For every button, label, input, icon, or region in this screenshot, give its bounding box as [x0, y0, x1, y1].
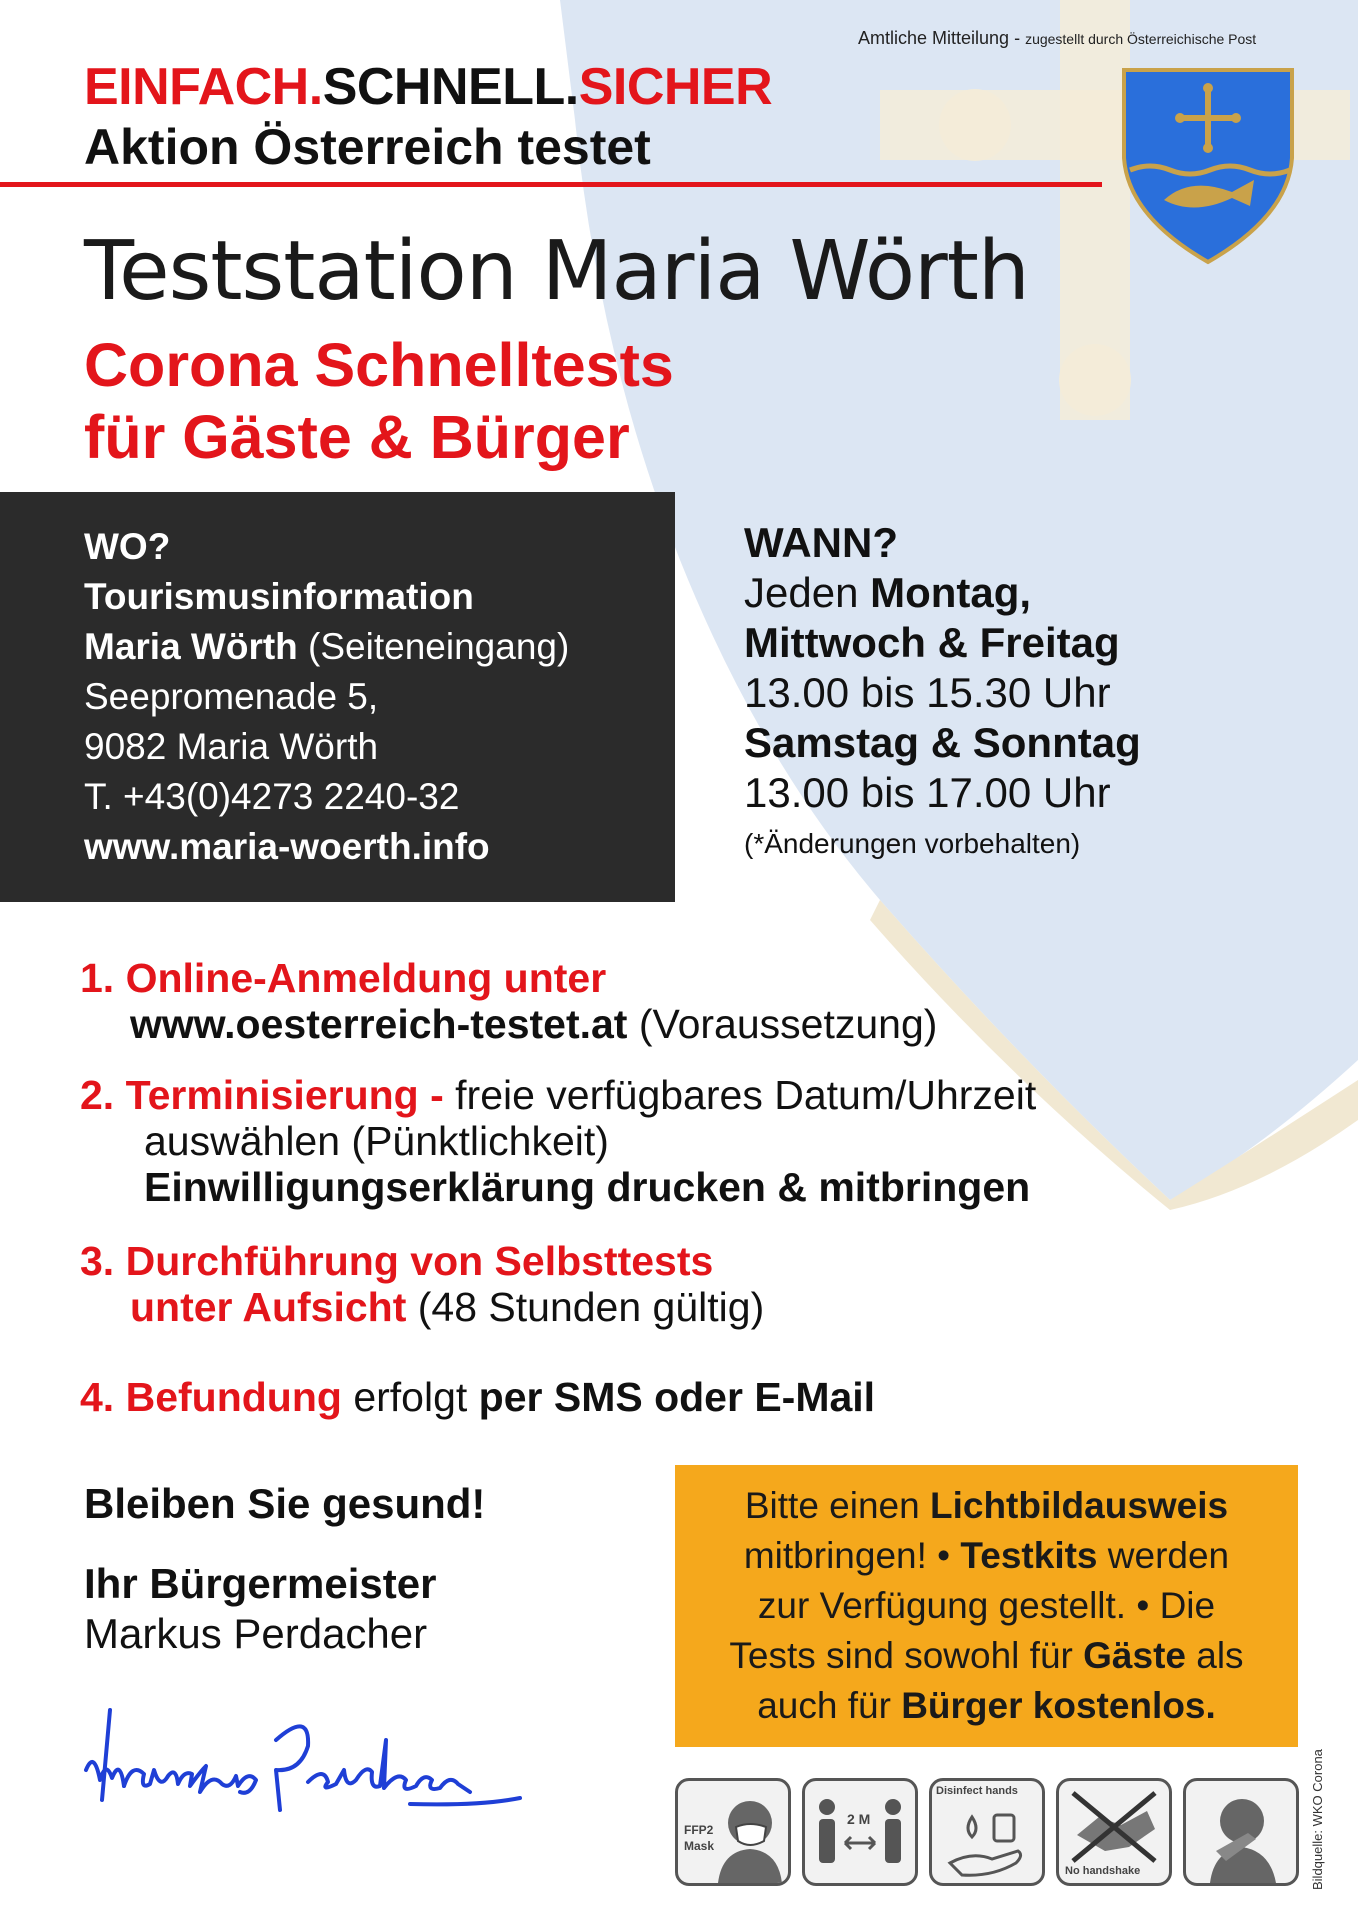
slogan	[84, 60, 772, 115]
notice-separator: -	[1009, 28, 1026, 48]
mask-label-1: FFP2	[684, 1823, 714, 1837]
step-3-rest: (48 Stunden gültig)	[406, 1284, 765, 1330]
when-days-2: Mittwoch & Freitag	[744, 619, 1120, 666]
when-monday: Montag,	[870, 569, 1032, 616]
header-divider	[0, 182, 1102, 187]
mask-label-2: Mask	[684, 1839, 715, 1853]
notice-main: Amtliche Mitteilung	[858, 28, 1010, 48]
ffp2-mask-icon	[675, 1778, 791, 1886]
step-1-title: 1. Online-Anmeldung unter	[80, 955, 607, 1001]
step-3-title: 3. Durchführung von Selbsttests	[80, 1238, 714, 1284]
headline-line-2: für Gäste & Bürger	[84, 403, 630, 471]
step-4-channel: per SMS oder E-Mail	[478, 1374, 876, 1420]
step-2-rest: freie verfügbares Datum/Uhrzeit	[443, 1072, 1037, 1118]
info-line-2	[675, 1531, 1298, 1581]
where-street: Seepromenade 5,	[84, 676, 379, 717]
info-l1-a: Bitte einen	[744, 1485, 930, 1526]
step-2-line-2: auswählen (Pünktlichkeit)	[144, 1118, 609, 1164]
info-l4-a: Tests sind sowohl für	[729, 1635, 1084, 1676]
when-note: (*Änderungen vorbehalten)	[744, 828, 1081, 859]
distance-label: 2 M	[847, 1811, 871, 1827]
info-l2-c: werden	[1097, 1535, 1230, 1576]
cough-etiquette-icon	[1183, 1778, 1299, 1886]
where-website: www.maria-woerth.info	[84, 826, 490, 867]
when-heading: WANN?	[744, 519, 898, 566]
where-city: 9082 Maria Wörth	[84, 726, 379, 767]
info-l4-c: als	[1185, 1635, 1244, 1676]
location-box	[0, 492, 675, 902]
info-l2-a: mitbringen! •	[743, 1535, 961, 1576]
disinfect-label: Disinfect hands	[936, 1785, 1018, 1797]
disinfect-hands-icon	[929, 1778, 1045, 1886]
hygiene-icons	[675, 1778, 1299, 1886]
info-line-1	[675, 1481, 1298, 1531]
step-2	[80, 1072, 1036, 1210]
step-2-line-1	[80, 1072, 1036, 1118]
where-heading: WO?	[84, 526, 171, 567]
info-l5-b: Bürger kostenlos.	[901, 1685, 1216, 1726]
where-phone: T. +43(0)4273 2240-32	[84, 776, 460, 817]
slogan-sicher: SICHER	[578, 58, 773, 116]
image-credit: Bildquelle: WKO Corona	[1310, 1749, 1325, 1890]
notice-small: zugestellt durch Österreichische Post	[1025, 31, 1257, 47]
where-entrance: (Seiteneingang)	[297, 626, 570, 667]
official-notice	[858, 28, 1256, 49]
info-l2-b: Testkits	[960, 1535, 1098, 1576]
step-3-supervision: unter Aufsicht	[130, 1284, 407, 1330]
when-time-1: 13.00 bis 15.30 Uhr	[744, 669, 1111, 716]
mayor-name: Markus Perdacher	[84, 1610, 428, 1657]
no-handshake-icon	[1056, 1778, 1172, 1886]
greeting: Bleiben Sie gesund!	[84, 1480, 486, 1527]
where-place-line-2	[84, 622, 675, 672]
when-prefix: Jeden	[744, 569, 871, 616]
step-1-detail	[80, 1001, 937, 1047]
step-3	[80, 1238, 764, 1330]
when-time-2: 13.00 bis 17.00 Uhr	[744, 769, 1111, 816]
step-4-line	[80, 1374, 875, 1420]
schedule-block	[744, 518, 1141, 870]
mayor-signature	[80, 1700, 540, 1840]
step-1-url: www.oesterreich-testet.at	[130, 1001, 628, 1047]
info-l1-b: Lichtbildausweis	[930, 1485, 1229, 1526]
handshake-label: No handshake	[1065, 1865, 1141, 1877]
mayor-title: Ihr Bürgermeister	[84, 1560, 437, 1607]
page-title: Teststation Maria Wörth	[84, 224, 1029, 319]
step-2-line-3: Einwilligungserklärung drucken & mitbringen	[144, 1164, 1031, 1210]
slogan-einfach: EINFACH.	[84, 58, 323, 116]
where-place-name: Maria Wörth	[84, 626, 298, 667]
step-2-title: 2. Terminisierung -	[80, 1072, 444, 1118]
where-place: Tourismusinformation	[84, 576, 474, 617]
campaign-subtitle: Aktion Österreich testet	[84, 119, 651, 175]
info-l5-a: auch für	[757, 1685, 902, 1726]
when-days-1	[744, 568, 1141, 618]
step-4-mid: erfolgt	[341, 1374, 479, 1420]
info-l4-b: Gäste	[1083, 1635, 1186, 1676]
when-days-3: Samstag & Sonntag	[744, 719, 1141, 766]
step-1	[80, 955, 937, 1047]
headline-line-1: Corona Schnelltests	[84, 331, 674, 399]
info-box	[675, 1465, 1298, 1747]
distance-icon	[802, 1778, 918, 1886]
step-3-line-2	[80, 1284, 764, 1330]
info-line-5	[675, 1681, 1298, 1731]
info-line-4	[675, 1631, 1298, 1681]
step-1-rest: (Voraussetzung)	[627, 1001, 938, 1047]
slogan-schnell: SCHNELL.	[322, 58, 579, 116]
step-4	[80, 1374, 875, 1420]
step-4-title: 4. Befundung	[80, 1374, 342, 1420]
info-line-3: zur Verfügung gestellt. • Die	[757, 1585, 1216, 1626]
municipal-crest-logo	[1120, 66, 1296, 266]
